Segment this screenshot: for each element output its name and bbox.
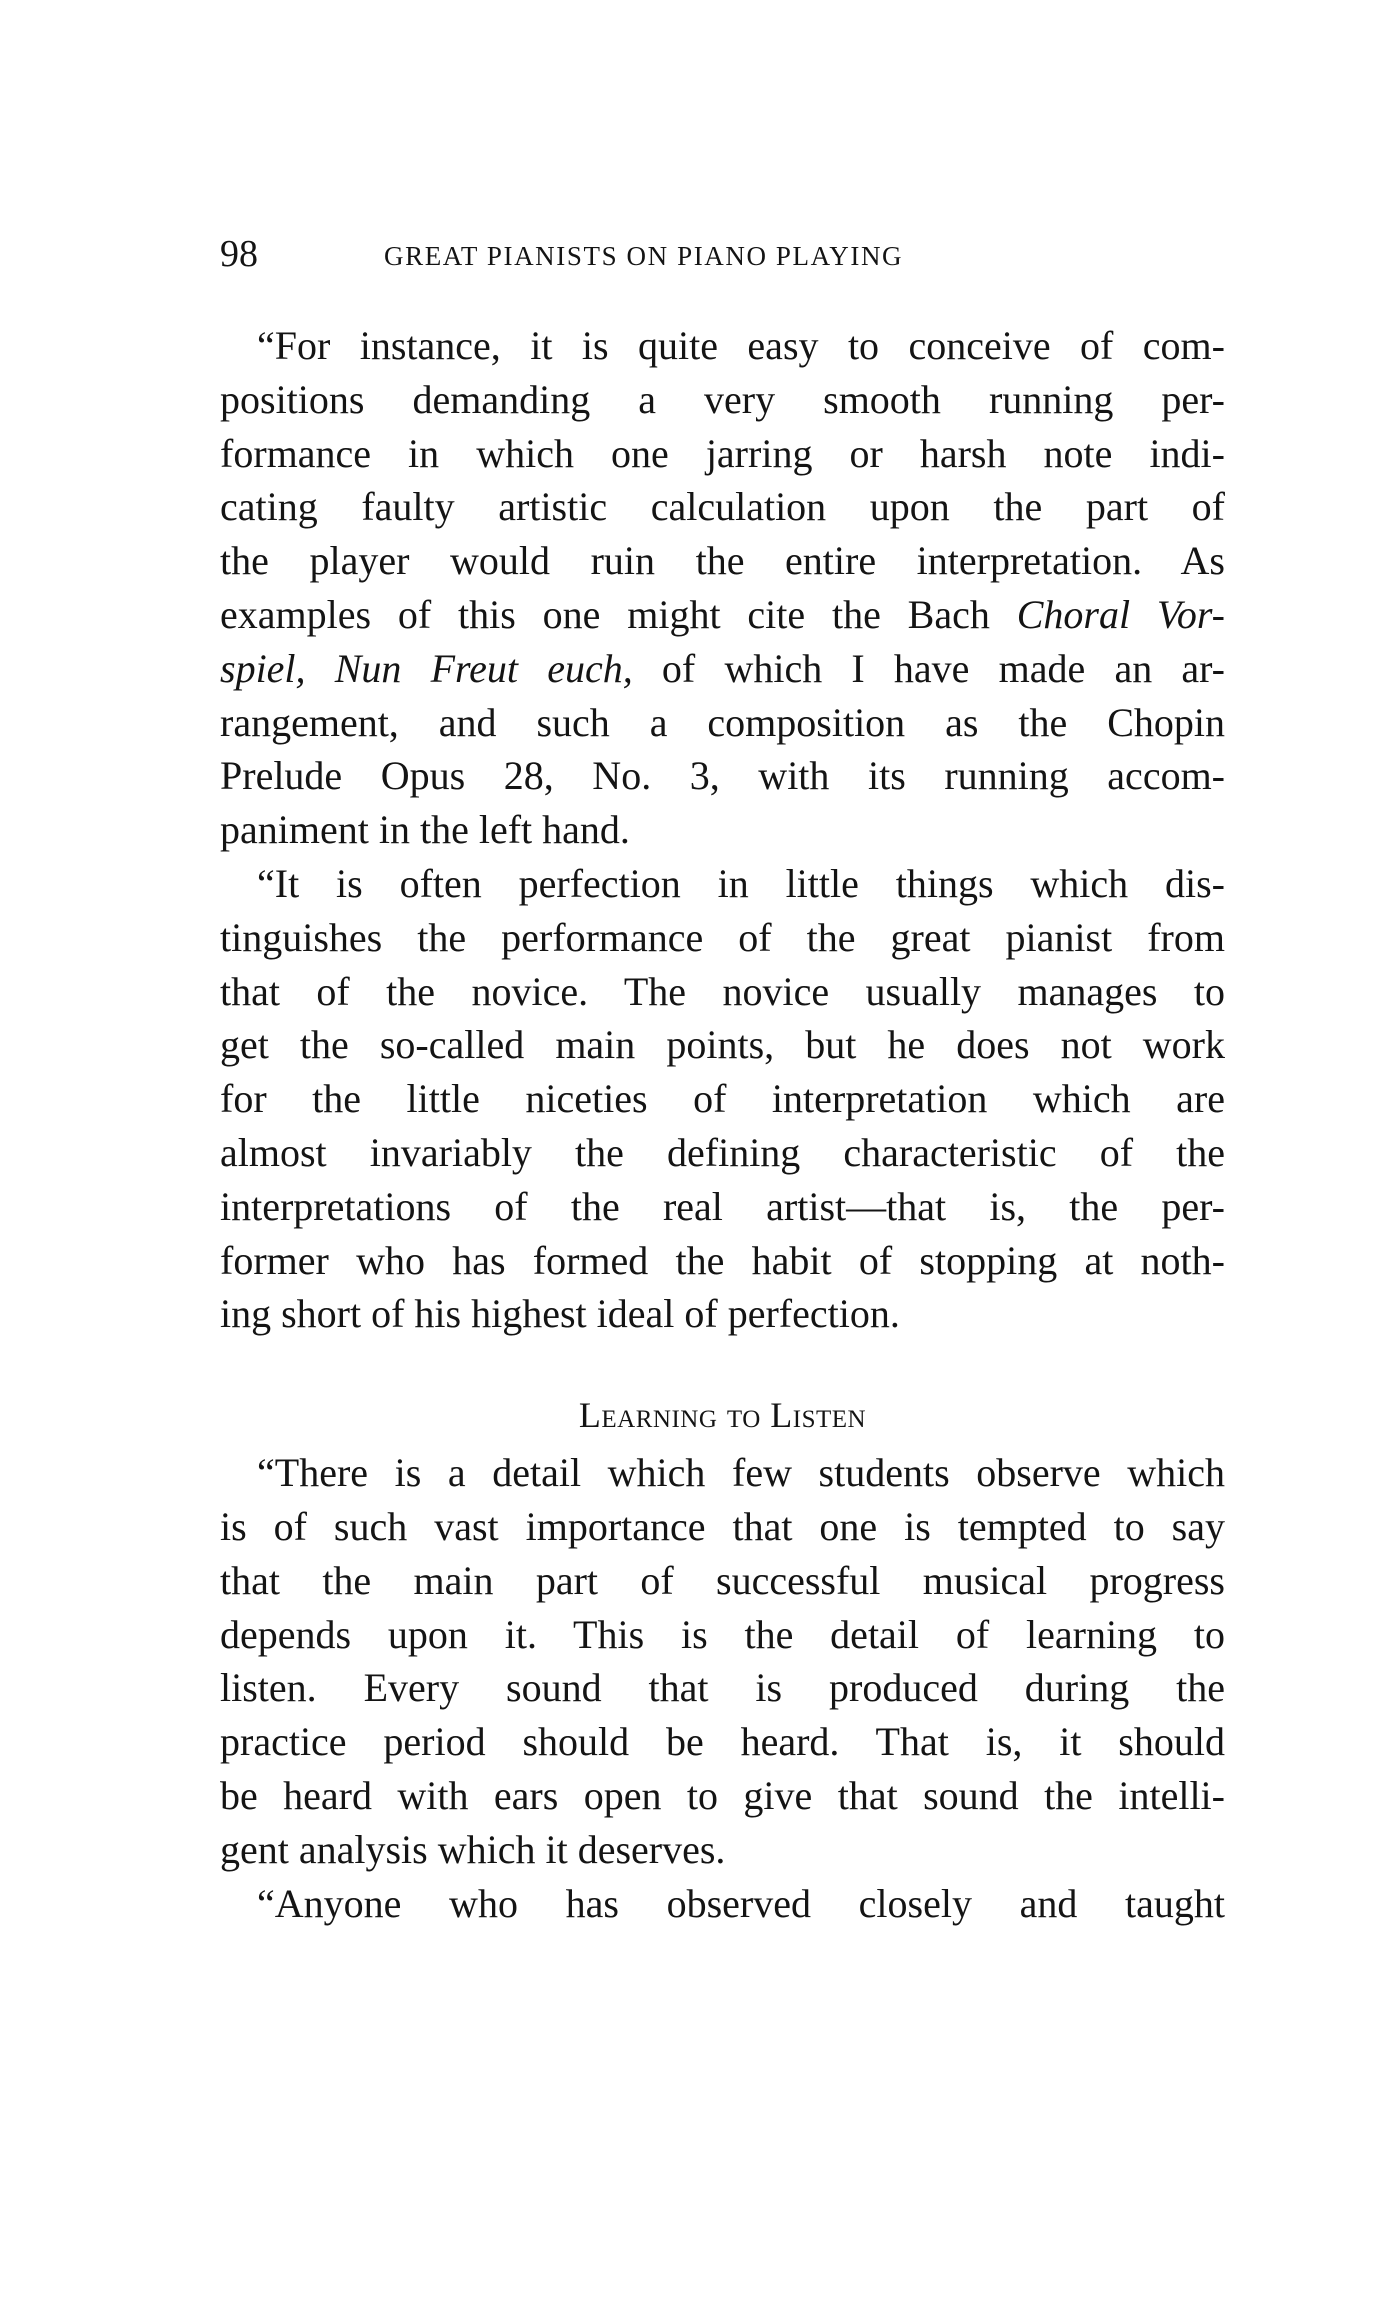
text-line <box>220 1287 1225 1341</box>
text-line <box>220 427 1225 481</box>
text-line <box>220 1126 1225 1180</box>
text-run: cating faulty artistic calculation upon the part of <box>220 484 1225 530</box>
paragraph <box>220 1446 1225 1876</box>
text-run: is of such vast importance that one is tempted to say <box>220 1503 1225 1549</box>
text-run: get the so-called main points, but he does not work <box>220 1022 1225 1068</box>
text-run: “Anyone who has observed closely and taught <box>257 1880 1225 1926</box>
page-number: 98 <box>220 233 258 275</box>
text-run: examples of this one might cite the Bach <box>220 591 1017 637</box>
text-run: interpretations of the real artist—that is, the per- <box>220 1183 1225 1229</box>
text-line <box>220 911 1225 965</box>
text-run: paniment in the left hand. <box>220 807 630 853</box>
text-line <box>220 749 1225 803</box>
text-run: that the main part of successful musical progress <box>220 1557 1225 1603</box>
text-line <box>220 1823 1225 1877</box>
text-run: ing short of his highest ideal of perfection. <box>220 1291 900 1337</box>
text-run: gent analysis which it deserves. <box>220 1826 726 1872</box>
text-line <box>220 1715 1225 1769</box>
text-line <box>220 534 1225 588</box>
page-body <box>220 319 1225 1930</box>
text-line <box>220 1234 1225 1288</box>
text-run: for the little niceties of interpretation which are <box>220 1076 1225 1122</box>
text-line <box>220 1877 1225 1931</box>
text-line <box>220 803 1225 857</box>
text-run: almost invariably the defining characteristic of the <box>220 1129 1225 1175</box>
text-run: the player would ruin the entire interpretation. As <box>220 538 1225 584</box>
text-run: “It is often perfection in little things which dis- <box>257 860 1225 906</box>
paragraph <box>220 1877 1225 1931</box>
text-run: “For instance, it is quite easy to conceive of com- <box>257 323 1225 368</box>
section-heading: Learning to Listen <box>578 1395 867 1436</box>
text-line <box>220 965 1225 1019</box>
text-run: former who has formed the habit of stopping at noth- <box>220 1237 1225 1283</box>
text-run: listen. Every sound that is produced during the <box>220 1665 1225 1711</box>
text-line <box>220 1769 1225 1823</box>
running-head <box>220 232 1225 276</box>
text-line <box>220 1608 1225 1662</box>
paragraph <box>220 857 1225 1341</box>
text-line <box>220 857 1225 911</box>
text-run: rangement, and such a composition as the Chopin <box>220 699 1225 745</box>
text-line <box>220 642 1225 696</box>
text-line <box>220 480 1225 534</box>
text-run: of which I have made an ar- <box>632 645 1225 691</box>
text-run: “There is a detail which few students observe which <box>257 1450 1225 1496</box>
text-line <box>220 588 1225 642</box>
text-line <box>220 1500 1225 1554</box>
text-run: Prelude Opus 28, No. 3, with its running accom- <box>220 753 1225 799</box>
text-line <box>220 373 1225 427</box>
text-run: that of the novice. The novice usually manages to <box>220 968 1225 1014</box>
text-line <box>220 696 1225 750</box>
text-run: tinguishes the performance of the great pianist from <box>220 914 1225 960</box>
text-run: practice period should be heard. That is, it should <box>220 1719 1225 1765</box>
text-line <box>220 1661 1225 1715</box>
text-line <box>220 1446 1225 1500</box>
paragraph <box>220 319 1225 857</box>
italic-title: spiel, Nun Freut euch, <box>220 645 633 691</box>
running-head-title: GREAT PIANISTS ON PIANO PLAYING <box>384 241 904 271</box>
text-line <box>220 1554 1225 1608</box>
text-run: positions demanding a very smooth running per- <box>220 376 1225 422</box>
text-line <box>220 1018 1225 1072</box>
text-run: be heard with ears open to give that sound the intelli- <box>220 1772 1225 1818</box>
text-run: formance in which one jarring or harsh note indi- <box>220 430 1225 476</box>
text-line <box>220 1072 1225 1126</box>
italic-title: Choral Vor- <box>1016 591 1225 637</box>
text-line <box>220 319 1225 373</box>
text-run: depends upon it. This is the detail of learning to <box>220 1611 1225 1657</box>
text-line <box>220 1180 1225 1234</box>
